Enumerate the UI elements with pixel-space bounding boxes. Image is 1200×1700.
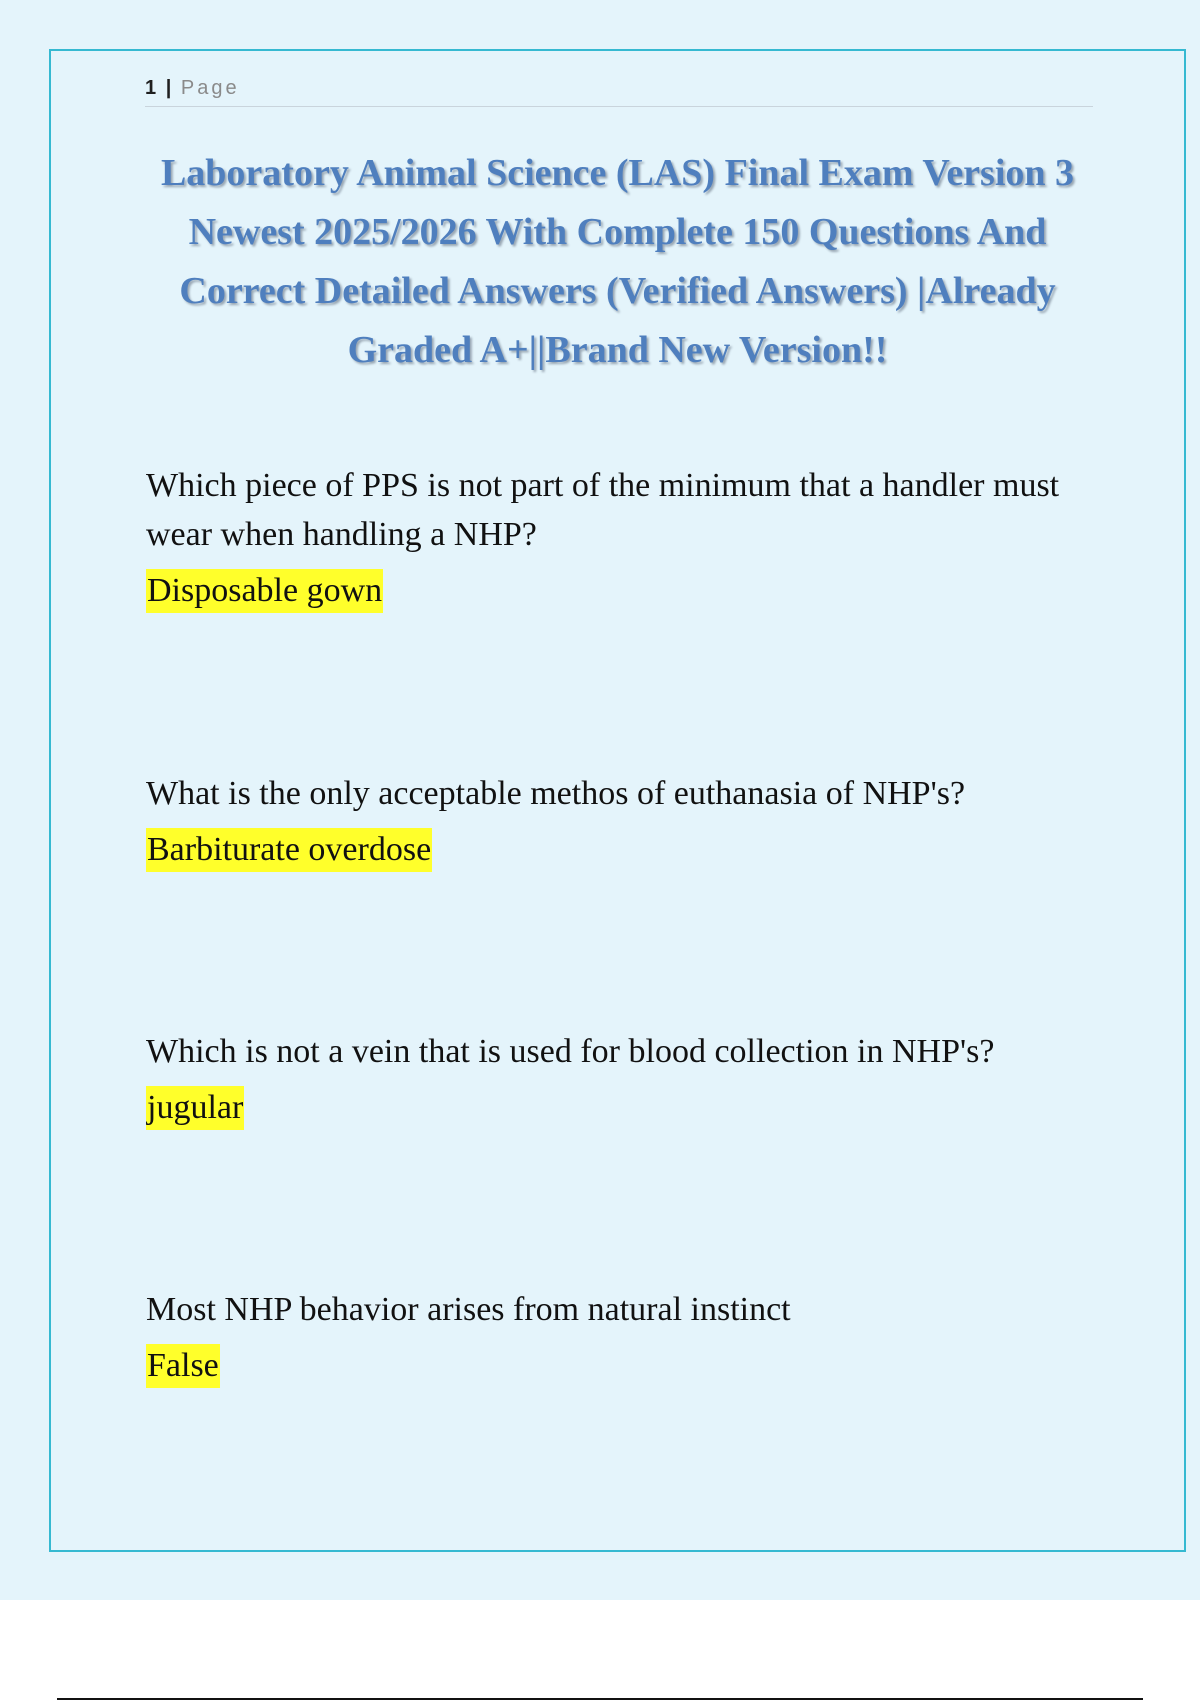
question-block-4	[146, 1285, 1076, 1388]
page-number: 1	[145, 77, 157, 99]
answer-highlight: jugular	[146, 1086, 244, 1130]
document-title: Laboratory Animal Science (LAS) Final Exam Version 3 Newest 2025/2026 With Complete 150 Questions And Correct Detailed Answers (Verified Answers) |Already Graded A+||Brand New Version!!	[160, 152, 1075, 371]
answer-highlight: Barbiturate overdose	[146, 828, 432, 872]
question-text: Which piece of PPS is not part of the minimum that a handler must wear when handling a NHP?	[146, 467, 1060, 553]
question-text: Which is not a vein that is used for blood collection in NHP's?	[146, 1033, 995, 1070]
page-separator: |	[165, 77, 172, 99]
question-text: Most NHP behavior arises from natural instinct	[146, 1291, 791, 1328]
answer-highlight: Disposable gown	[146, 569, 383, 613]
question-block-1	[146, 461, 1076, 613]
question-block-2	[146, 769, 1076, 872]
page-label: Page	[180, 77, 240, 99]
page-header	[145, 76, 1093, 107]
question-block-3	[146, 1027, 1076, 1130]
answer-highlight: False	[146, 1344, 220, 1388]
question-text: What is the only acceptable methos of euthanasia of NHP's?	[146, 775, 966, 812]
